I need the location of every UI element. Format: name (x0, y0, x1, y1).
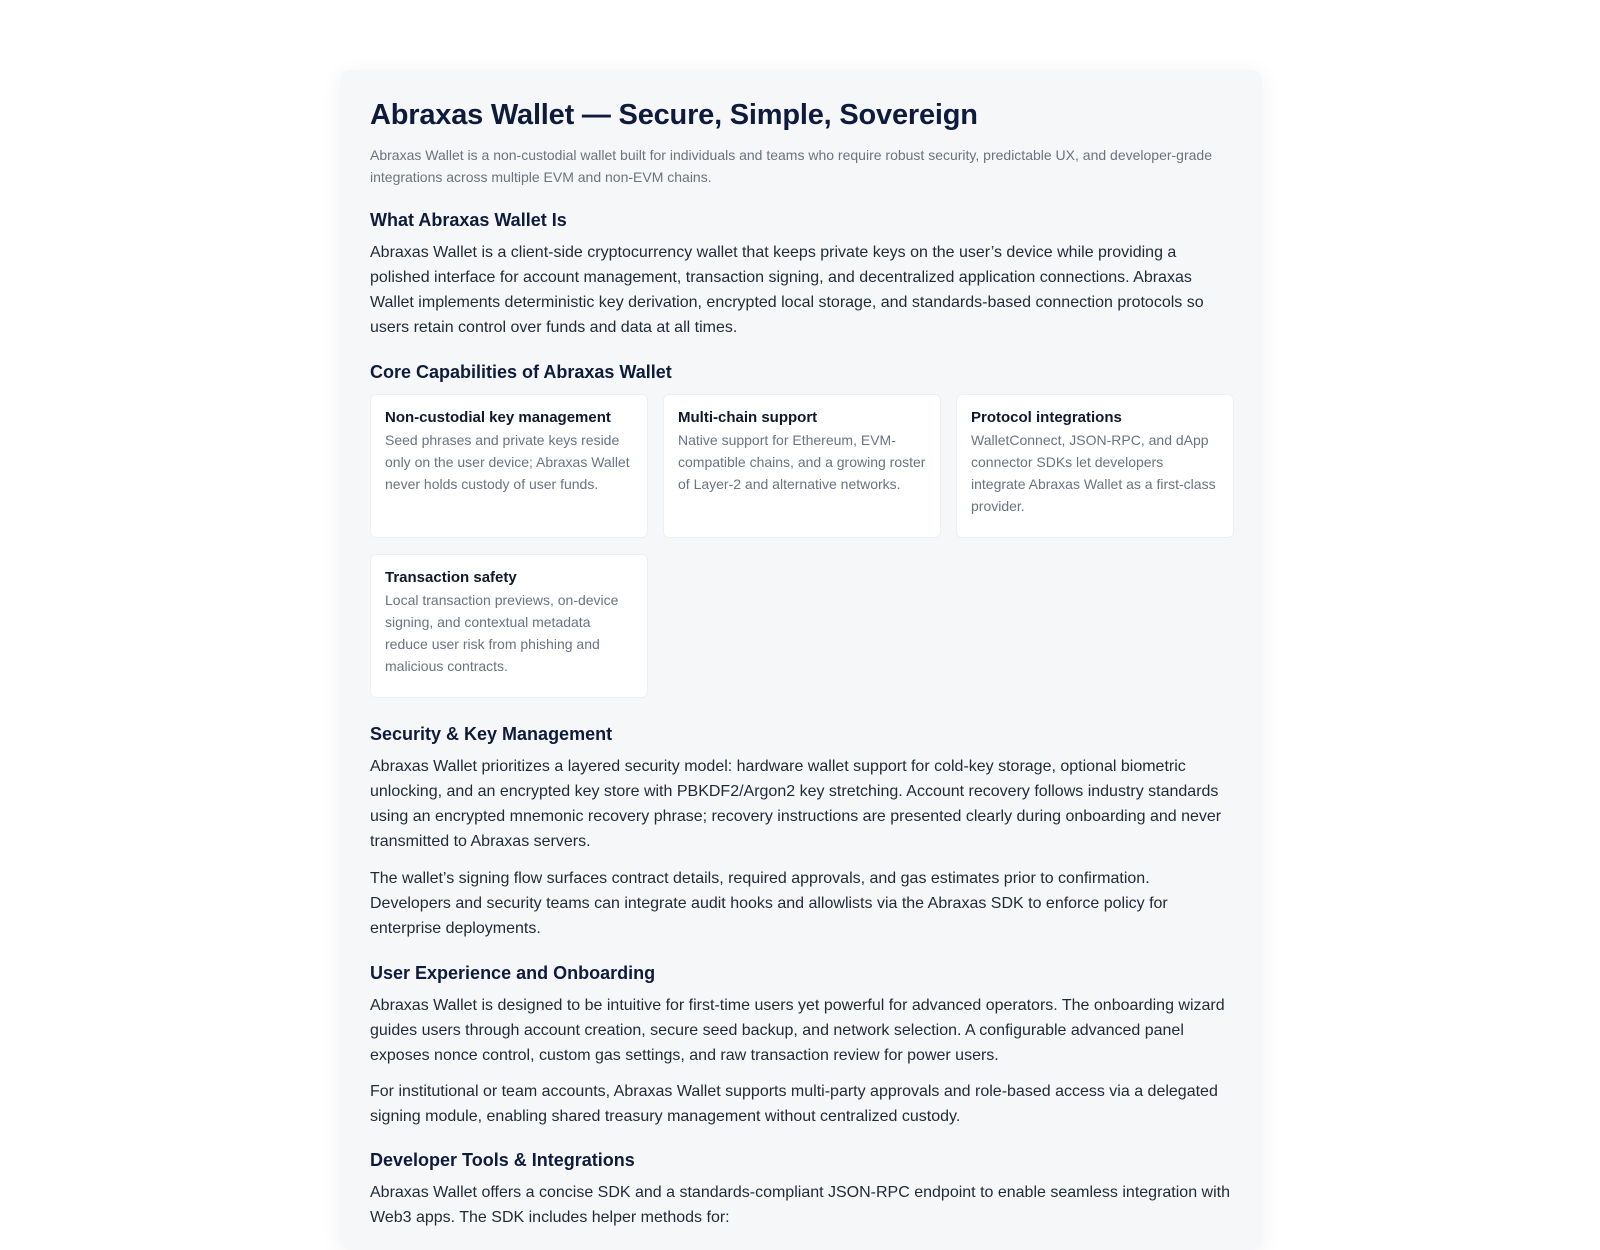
section-paragraph: Abraxas Wallet prioritizes a layered security model: hardware wallet support for cold-key storage, optional biometric unlocking, and an encrypted key store with PBKDF2/Argon2 key stretching. Account recovery follows industry standards using an encrypted mnemonic recovery phrase; recovery instructions are presented clearly during onboarding and never transmitted to Abraxas servers. (370, 758, 1222, 850)
card-title: Non-custodial key management (385, 409, 611, 426)
capability-card (663, 394, 941, 538)
capability-cards (370, 394, 1232, 698)
section-heading: Developer Tools & Integrations (370, 1150, 635, 1170)
section-paragraph: The wallet’s signing flow surfaces contract details, required approvals, and gas estimates prior to confirmation. Developers and security teams can integrate audit hooks and allowlists via the Abraxas SDK to enforce policy for enterprise deployments. (370, 870, 1168, 937)
card-description: Native support for Ethereum, EVM-compatible chains, and a growing roster of Layer-2 and alternative networks. (678, 432, 926, 492)
card-title: Multi-chain support (678, 409, 818, 426)
article-panel (340, 70, 1262, 1250)
section-paragraph: Abraxas Wallet offers a concise SDK and a standards-compliant JSON-RPC endpoint to enable seamless integration with Web3 apps. The SDK includes helper methods for: (370, 1184, 1230, 1226)
section-paragraph: For institutional or team accounts, Abraxas Wallet supports multi-party approvals and role-based access via a delegated signing module, enabling shared treasury management without centralized custody. (370, 1083, 1218, 1125)
card-title: Protocol integrations (971, 409, 1122, 426)
section-core-capabilities (370, 360, 1232, 698)
section-paragraph: Abraxas Wallet is designed to be intuitive for first-time users yet powerful for advanced operators. The onboarding wizard guides users through account creation, secure seed backup, and network selection. A configurable advanced panel exposes nonce control, custom gas settings, and raw transaction review for power users. (370, 997, 1225, 1064)
page-subtitle: Abraxas Wallet is a non-custodial wallet built for individuals and teams who require robust security, predictable UX, and developer-grade integrations across multiple EVM and non-EVM chains. (370, 147, 1212, 185)
capability-card (370, 394, 648, 538)
card-description: Seed phrases and private keys reside only on the user device; Abraxas Wallet never holds custody of user funds. (385, 432, 630, 492)
section-heading: Core Capabilities of Abraxas Wallet (370, 362, 672, 382)
section-heading: User Experience and Onboarding (370, 963, 656, 983)
section-developer-tools (370, 1148, 1232, 1230)
section-paragraph: Abraxas Wallet is a client-side cryptocurrency wallet that keeps private keys on the user’s device while providing a polished interface for account management, transaction signing, and decentralized application connections. Abraxas Wallet implements deterministic key derivation, encrypted local storage, and standards-based connection protocols so users retain control over funds and data at all times. (370, 244, 1204, 336)
section-heading: Security & Key Management (370, 724, 613, 744)
card-description: Local transaction previews, on-device signing, and contextual metadata reduce user risk from phishing and malicious contracts. (385, 592, 619, 674)
section-user-experience (370, 961, 1232, 1129)
card-title: Transaction safety (385, 569, 517, 586)
capability-card (370, 554, 648, 698)
section-security (370, 722, 1232, 941)
section-heading: What Abraxas Wallet Is (370, 210, 567, 230)
capability-card (956, 394, 1234, 538)
section-what-is (370, 208, 1232, 340)
card-description: WalletConnect, JSON-RPC, and dApp connector SDKs let developers integrate Abraxas Wallet as a first-class provider. (971, 432, 1216, 514)
page-title: Abraxas Wallet — Secure, Simple, Sovereign (370, 99, 978, 131)
